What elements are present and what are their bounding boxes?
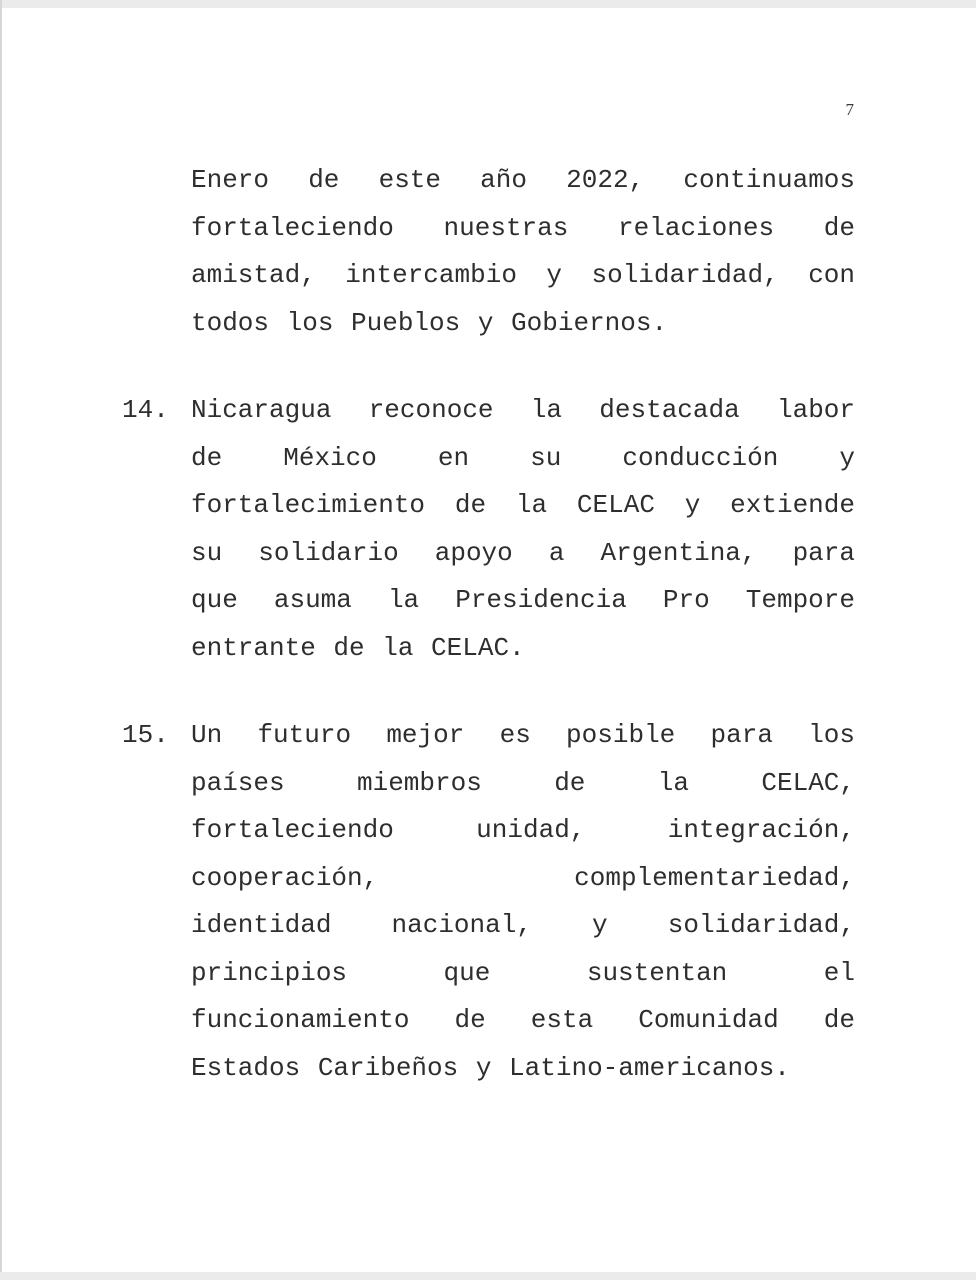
- item-14-paragraph: [191, 387, 855, 672]
- text-line: Estados Caribeños y Latino-americanos.: [191, 1052, 790, 1083]
- text-line: que asuma la Presidencia Pro Tempore: [191, 585, 855, 615]
- text-line: países miembros de la CELAC,: [191, 767, 855, 798]
- text-line: fortaleciendo unidad, integración,: [191, 815, 855, 845]
- item-number: 14.: [122, 395, 169, 425]
- text-line: cooperación, complementariedad,: [191, 862, 855, 893]
- text-line: su solidario apoyo a Argentina, para: [191, 537, 855, 568]
- page-left-edge: [0, 0, 2, 1280]
- text-line: amistad, intercambio y solidaridad, con: [191, 260, 855, 290]
- page-number: 7: [845, 100, 854, 119]
- continuation-paragraph: [191, 157, 855, 347]
- text-line: todos los Pueblos y Gobiernos.: [191, 307, 668, 338]
- text-line: entrante de la CELAC.: [191, 632, 525, 663]
- text-line: fortalecimiento de la CELAC y extiende: [191, 490, 855, 520]
- text-line: Enero de este año 2022, continuamos: [191, 165, 855, 195]
- text-line: Nicaragua reconoce la destacada labor: [191, 395, 855, 425]
- item-15-paragraph: [191, 712, 855, 1092]
- bottom-edge-bar: [0, 1272, 976, 1280]
- text-line: identidad nacional, y solidaridad,: [191, 910, 855, 940]
- text-line: Un futuro mejor es posible para los: [191, 720, 855, 750]
- top-edge-bar: [0, 0, 976, 8]
- text-line: principios que sustentan el: [191, 957, 855, 988]
- text-line: funcionamiento de esta Comunidad de: [191, 1005, 855, 1035]
- text-line: de México en su conducción y: [191, 442, 855, 473]
- text-line: fortaleciendo nuestras relaciones de: [191, 212, 855, 243]
- item-number: 15.: [122, 720, 169, 750]
